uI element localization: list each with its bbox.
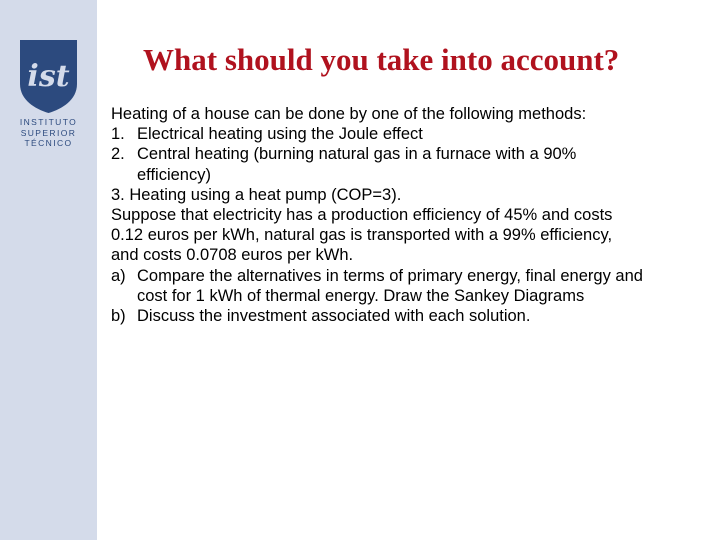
intro-text: Heating of a house can be done by one of the following methods: xyxy=(111,105,587,123)
method-text: efficiency) xyxy=(137,165,211,184)
ist-shield-emblem xyxy=(18,38,79,114)
list-marker: 1. xyxy=(111,125,125,144)
logo-line: SUPERIOR xyxy=(20,127,77,138)
slide-body xyxy=(111,104,711,326)
task-text: Compare the alternatives in terms of primary energy, final energy and xyxy=(137,266,643,285)
list-marker: b) xyxy=(111,307,126,326)
slide-title: What should you take into account? xyxy=(143,42,620,77)
task-item-b xyxy=(111,306,711,326)
logo-mark: ist xyxy=(27,59,70,94)
list-marker: 2. xyxy=(111,145,125,164)
method-text: Central heating (burning natural gas in a furnace with a 90% xyxy=(137,145,577,164)
sidebar xyxy=(0,0,97,540)
logo-line: TÉCNICO xyxy=(24,138,73,148)
logo-line: INSTITUTO xyxy=(19,117,78,127)
method-item-2 xyxy=(111,144,711,184)
assumption-text: 0.12 euros per kWh, natural gas is transported with a 99% efficiency, xyxy=(111,226,613,245)
task-item-a xyxy=(111,266,711,306)
task-text: cost for 1 kWh of thermal energy. Draw the Sankey Diagrams xyxy=(137,286,585,305)
assumption-text: Suppose that electricity has a production efficiency of 45% and costs xyxy=(111,206,613,225)
method-text: Electrical heating using the Joule effect xyxy=(137,125,423,144)
list-marker: a) xyxy=(111,266,126,285)
method-item-1 xyxy=(111,124,711,144)
method-item-3: 3. Heating using a heat pump (COP=3). xyxy=(111,185,402,204)
ist-logo xyxy=(18,38,79,148)
task-text: Discuss the investment associated with each solution. xyxy=(137,307,531,326)
assumption-text: and costs 0.0708 euros per kWh. xyxy=(111,246,354,265)
logo-text xyxy=(18,117,79,149)
